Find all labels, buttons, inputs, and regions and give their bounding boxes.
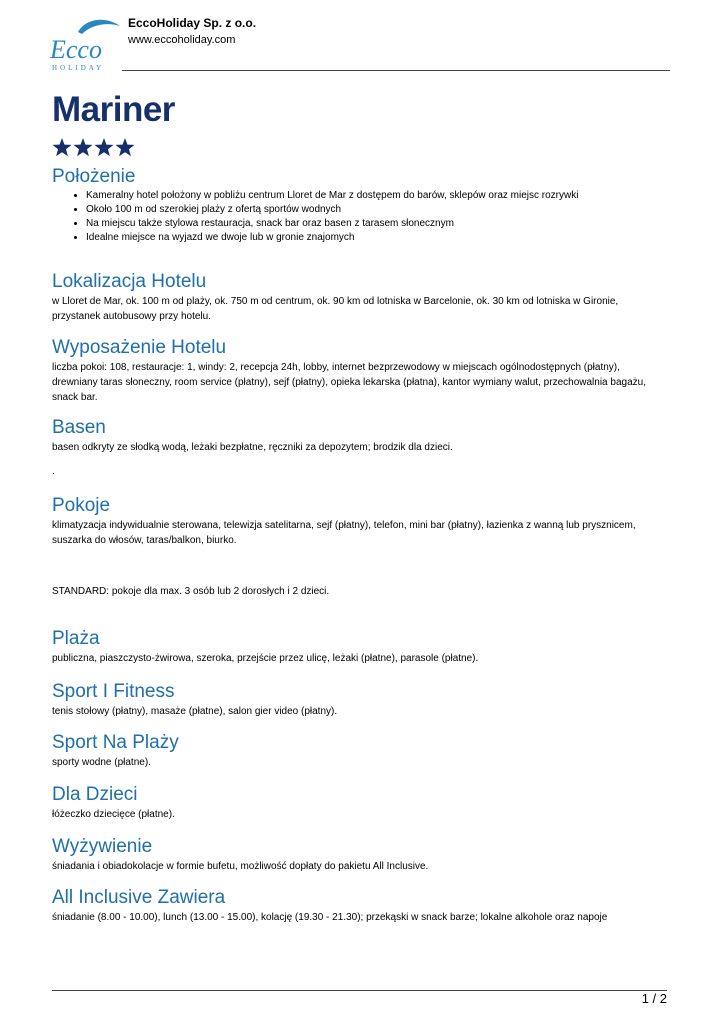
list-item: • Idealne miejsce na wyjazd we dwoje lub w gronie znajomych [86, 231, 667, 245]
room-standard-text: STANDARD: pokoje dla max. 3 osób lub 2 dorosłych i 2 dzieci. [52, 586, 330, 597]
basen-note: . [52, 466, 55, 477]
section-heading: Dla Dzieci [52, 784, 138, 805]
svg-text:HOLIDAY: HOLIDAY [52, 64, 105, 72]
section-basen [52, 416, 667, 455]
svg-text:Ecco: Ecco [50, 35, 102, 64]
section-text: liczba pokoi: 108, restauracje: 1, windy: 2, recepcja 24h, lobby, internet bezprzewodowy w miejscach ogólnodostępnych (płatny), drewniany taras słoneczny, room service (płatny), sejf (płatny), opieka lekarska (płatna), kantor wymiany walut, przechowalnia bagażu, snack bar. [52, 362, 646, 403]
section-text: śniadania i obiadokolacje w formie bufetu, możliwość dopłaty do pakietu All Inclusive. [52, 861, 429, 872]
section-pokoje [52, 494, 667, 548]
section-heading: Sport I Fitness [52, 681, 175, 702]
section-text: basen odkryty ze słodką wodą, leżaki bezpłatne, ręczniki za depozytem; brodzik dla dzieci. [52, 442, 453, 453]
section-text: klimatyzacja indywidualnie sterowana, telewizja satelitarna, sejf (płatny), telefon, mini bar (płatny), łazienka z wanną lub prysznicem, suszarka do włosów, taras/balkon, biurko. [52, 520, 636, 546]
footer-divider [52, 990, 667, 991]
document-header [48, 10, 670, 72]
list-item: • Kameralny hotel położony w pobliżu centrum Lloret de Mar z dostępem do barów, sklepów oraz miejsc rozrywki [86, 189, 667, 203]
section-sport-fitness [52, 680, 667, 719]
page-number: 1 / 2 [641, 991, 667, 1006]
section-heading: Wyżywienie [52, 836, 153, 857]
star-icon [73, 138, 92, 156]
section-lokalizacja [52, 270, 667, 324]
location-bullet-list [52, 189, 667, 245]
section-heading: Basen [52, 417, 106, 438]
section-heading: All Inclusive Zawiera [52, 887, 226, 908]
star-icon [94, 138, 113, 156]
list-item: • Na miejscu także stylowa restauracja, snack bar oraz basen z tarasem słonecznym [86, 217, 667, 231]
section-text: w Lloret de Mar, ok. 100 m od plaży, ok. 750 m od centrum, ok. 90 km od lotniska w Barcelonie, ok. 30 km od lotniska w Gironie, przystanek autobusowy przy hotelu. [52, 296, 619, 322]
section-heading: Lokalizacja Hotelu [52, 271, 207, 292]
section-heading: Pokoje [52, 495, 111, 516]
section-wyzywienie [52, 835, 667, 874]
section-sport-na-plazy [52, 731, 667, 770]
ecco-holiday-logo [48, 14, 122, 72]
section-heading: Wyposażenie Hotelu [52, 337, 227, 358]
star-icon [115, 138, 134, 156]
section-heading: Sport Na Plaży [52, 732, 179, 753]
star-icon [52, 138, 71, 156]
section-plaza [52, 627, 667, 666]
section-all-inclusive [52, 886, 667, 925]
section-text: łóżeczko dziecięce (płatne). [52, 809, 175, 820]
section-polozenie [52, 165, 667, 245]
section-text: śniadanie (8.00 - 10.00), lunch (13.00 - 15.00), kolację (19.30 - 21.30); przekąski w snack barze; lokalne alkohole oraz napoje [52, 912, 608, 923]
hotel-name: Mariner [52, 90, 175, 129]
list-item: • Około 100 m od szerokiej plaży z ofertą sportów wodnych [86, 203, 667, 217]
section-text: sporty wodne (płatne). [52, 757, 151, 768]
hotel-star-rating [52, 137, 136, 159]
section-heading: Plaża [52, 628, 100, 649]
section-heading: Położenie [52, 166, 136, 187]
company-name: EccoHoliday Sp. z o.o. [128, 16, 257, 30]
header-divider [122, 70, 670, 71]
section-text: publiczna, piaszczysto-żwirowa, szeroka, przejście przez ulicę, leżaki (płatne), parasole (płatne). [52, 653, 479, 664]
section-dla-dzieci [52, 783, 667, 822]
section-wyposazenie [52, 336, 667, 405]
company-website: www.eccoholiday.com [128, 34, 236, 46]
section-text: tenis stołowy (płatny), masaże (płatne), salon gier video (płatny). [52, 706, 338, 717]
